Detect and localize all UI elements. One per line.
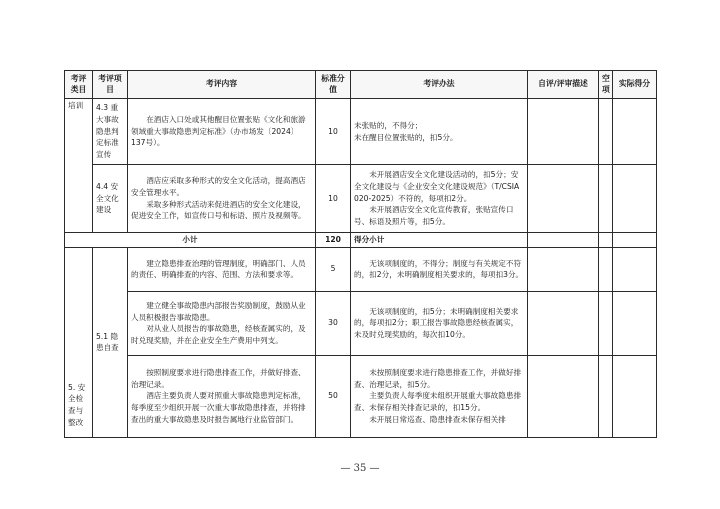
actual-score-cell [613, 99, 657, 165]
score-cell: 10 [316, 99, 351, 165]
actual-score-cell [613, 165, 657, 233]
content-cell: 在酒店入口处或其他醒目位置张贴《文化和旅游领域重大事故隐患判定标准》（办市场发〔2024〕137号）。 [128, 99, 316, 165]
method-cell [351, 165, 528, 233]
method-line: 未张贴的，不得分； [354, 120, 423, 130]
method-cell [351, 99, 528, 165]
subtotal-score: 120 [316, 233, 351, 248]
header-actual-score: 实际得分 [613, 71, 657, 99]
table-row [65, 99, 657, 165]
subtotal-label: 小计 [65, 233, 316, 248]
method-cell [351, 355, 528, 437]
table-header-row [65, 71, 657, 99]
header-empty-item: 空项 [599, 71, 613, 99]
content-cell: 建立隐患排查治理的管理制度，明确部门、人员的责任、明确排查的内容、范围、方法和要求等。 [128, 247, 316, 291]
content-cell [128, 165, 316, 233]
self-review-cell [528, 247, 599, 291]
content-paragraph: 采取多种形式活动来促进酒店的安全文化建设，促进安全工作，如宣传口号和标语、照片及视频等。 [131, 199, 306, 221]
header-method: 考评办法 [351, 71, 528, 99]
category-cell: 培训 [65, 99, 93, 233]
method-paragraph: 未开展酒店安全文化宣传教育，张贴宣传口号、标语及照片等，扣5分。 [354, 205, 514, 227]
content-cell [128, 355, 316, 437]
method-cell: 无该项制度的，不得分；制度与有关规定不符的，扣2分，未明确制度相关要求的，每项扣3分。 [351, 247, 528, 291]
score-cell: 50 [316, 355, 351, 437]
evaluation-table [64, 70, 657, 438]
method-line: 未在醒目位置张贴的，扣5分。 [354, 132, 458, 142]
item-cell: 4.3 重大事故隐患判定标准宣传 [93, 99, 128, 165]
score-cell: 5 [316, 247, 351, 291]
method-paragraph: 未按照制度要求进行隐患排查工作，并做好排查、治理记录，扣5分。 [354, 367, 522, 389]
actual-score-cell [613, 233, 657, 248]
actual-score-cell [613, 355, 657, 437]
self-review-cell [528, 165, 599, 233]
content-paragraph: 酒店应采取多种形式的安全文化活动，提高酒店安全管理水平。 [131, 175, 306, 197]
content-paragraph: 建立健全事故隐患内部报告奖励制度，鼓励从业人员积极报告事故隐患。 [131, 300, 306, 322]
self-review-cell [528, 233, 599, 248]
subtotal-method: 得分小计 [351, 233, 528, 248]
subtotal-row [65, 233, 657, 248]
method-cell: 无该项制度的，扣5分；未明确制度相关要求的，每项扣2分；职工报告事故隐患经核查属实，未及时兑现奖励的，每次扣10分。 [351, 291, 528, 355]
empty-item-cell [599, 233, 613, 248]
table-row [65, 355, 657, 437]
header-self-review: 自评/评审描述 [528, 71, 599, 99]
empty-item-cell [599, 165, 613, 233]
content-paragraph: 酒店主要负责人要对照重大事故隐患判定标准，每季度至少组织开展一次重大事故隐患排查，并将排查出的重大事故隐患及时报告属地行业监管部门。 [131, 391, 306, 424]
item-cell: 4.4 安全文化建设 [93, 165, 128, 233]
actual-score-cell [613, 247, 657, 291]
empty-item-cell [599, 355, 613, 437]
method-paragraph: 主要负责人每季度未组织开展重大事故隐患排查、未保存相关排查记录的，扣15分。 [354, 391, 522, 413]
content-paragraph: 对从业人员报告的事故隐患，经核查属实的，及时兑现奖励，并在企业安全生产费用中列支。 [131, 324, 306, 346]
actual-score-cell [613, 291, 657, 355]
empty-item-cell [599, 99, 613, 165]
page-number: — 35 — [340, 463, 380, 474]
table-row [65, 165, 657, 233]
table-row [65, 291, 657, 355]
category-cell: 5. 安全检查与整改 [65, 247, 93, 437]
empty-item-cell [599, 291, 613, 355]
header-category: 考评类目 [65, 71, 93, 99]
empty-item-cell [599, 247, 613, 291]
header-content: 考评内容 [128, 71, 316, 99]
self-review-cell [528, 355, 599, 437]
document-sheet [64, 70, 656, 438]
method-paragraph: 未开展日常巡查、隐患排查未保存相关排 [369, 414, 506, 424]
content-paragraph: 按照制度要求进行隐患排查工作，并做好排查、治理记录。 [131, 367, 306, 389]
score-cell: 30 [316, 291, 351, 355]
item-cell: 5.1 隐患自查 [93, 247, 128, 437]
self-review-cell [528, 99, 599, 165]
header-score: 标准分值 [316, 71, 351, 99]
method-paragraph: 未开展酒店安全文化建设活动的，扣5分；安全文化建设与《企业安全文化建设规范》（T/CSIA 020-2025）不符的，每项扣2分。 [354, 170, 520, 203]
table-row [65, 247, 657, 291]
score-cell: 10 [316, 165, 351, 233]
header-item: 考评项目 [93, 71, 128, 99]
self-review-cell [528, 291, 599, 355]
content-cell [128, 291, 316, 355]
